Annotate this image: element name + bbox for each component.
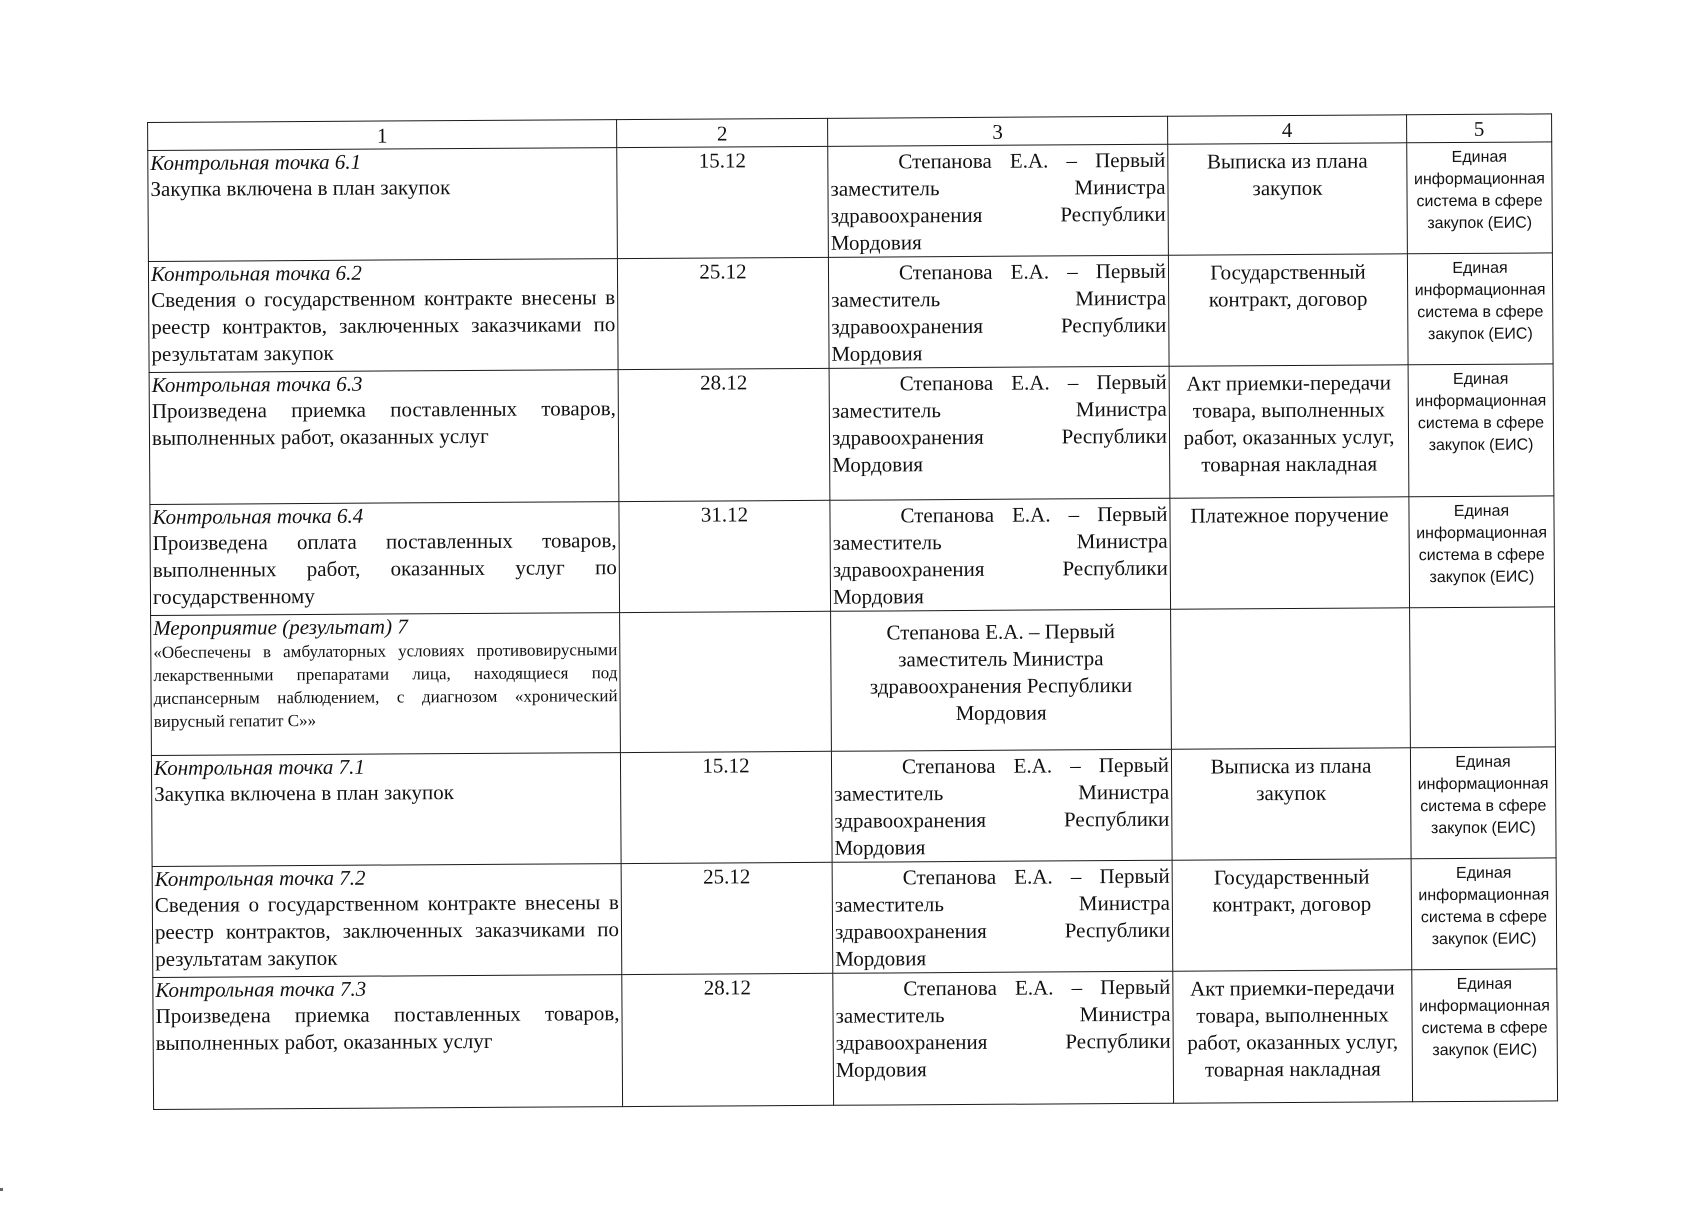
information-system: Единая информационная система в сфере закупок (ЕИС) [1414,259,1546,344]
document-cell [1171,608,1411,749]
confirming-document [1173,608,1407,613]
table-row [150,496,1555,616]
responsible-person: Степанова Е.А. – Первый заместитель Министра здравоохранения Республики Мордовия [869,619,1133,726]
table-row [151,607,1556,756]
due-date [622,612,828,613]
table-row [149,364,1554,505]
date-cell [620,751,832,863]
due-date: 25.12 [699,259,747,284]
due-date: 28.12 [699,370,748,395]
responsible-person: Степанова Е.А. – Первый заместитель Министра здравоохранения Республики Мордовия [830,147,1166,255]
item-cell [152,864,622,978]
responsible-cell [830,498,1171,611]
confirming-document: Государственный контракт, договор [1208,259,1368,312]
item-title: Контрольная точка 6.2 [150,260,362,286]
date-cell [621,862,833,974]
item-cell [151,613,621,756]
responsible-person: Степанова Е.А. – Первый заместитель Министра здравоохранения Республики Мордовия [831,369,1168,477]
information-system: Единая информационная система в сфере закупок (ЕИС) [1415,370,1547,455]
header-col-2: 2 [617,118,828,147]
responsible-cell [831,749,1172,862]
item-description: «Обеспечены в амбулаторных условиях противовирусными лекарственными препаратами лица, находящиеся под диспансерным наблюдением, с диагнозом «хронический вирусный гепатит С»» [153,640,618,731]
date-cell [620,611,832,752]
system-cell [1407,142,1553,254]
item-title: Контрольная точка 7.3 [155,976,367,1002]
system-cell [1410,607,1556,748]
item-cell [148,259,618,373]
confirming-document: Выписка из плана закупок [1206,148,1368,201]
item-title: Контрольная точка 7.1 [153,754,365,780]
item-description: Произведена оплата поставленных товаров, выполненных работ, оказанных услуг по государственному [152,528,617,609]
document-cell [1171,748,1411,860]
item-description: Сведения о государственном контракте внесены в реестр контрактов, заключенных заказчиками по результатам закупок [151,285,616,366]
table-row [152,858,1557,978]
scan-artifact [0,1188,3,1191]
document-cell [1168,143,1408,255]
system-cell [1408,364,1554,497]
header-col-1: 1 [148,120,617,151]
due-date: 31.12 [700,502,749,527]
confirming-document: Платежное поручение [1190,502,1389,528]
control-points-table [147,113,1558,1110]
responsible-cell [832,860,1173,973]
document-cell [1173,970,1413,1103]
item-cell [153,975,623,1110]
item-description: Закупка включена в план закупок [150,175,451,201]
confirming-document: Государственный контракт, договор [1212,864,1372,917]
responsible-cell [828,144,1169,257]
due-date: 15.12 [702,753,750,778]
item-title: Контрольная точка 6.1 [150,149,362,175]
system-cell [1411,858,1557,970]
table-row [151,747,1556,867]
responsible-person: Степанова Е.А. – Первый заместитель Министра здравоохранения Республики Мордовия [834,752,1170,860]
information-system: Единая информационная система в сфере закупок (ЕИС) [1417,753,1549,838]
information-system: Единая информационная система в сфере закупок (ЕИС) [1413,148,1545,233]
header-col-5: 5 [1407,114,1552,143]
responsible-person: Степанова Е.А. – Первый заместитель Министра здравоохранения Республики Мордовия [832,501,1168,609]
responsible-person: Степанова Е.А. – Первый заместитель Министра здравоохранения Республики Мордовия [834,863,1171,971]
confirming-document: Акт приемки-передачи товара, выполненных работ, оказанных услуг, товарная накладная [1187,975,1399,1082]
responsible-cell [829,366,1170,500]
date-cell [618,368,830,501]
item-cell [149,370,619,505]
item-title: Контрольная точка 6.4 [152,503,364,529]
responsible-cell [833,971,1174,1105]
table-row [148,253,1553,373]
item-cell [148,148,618,262]
header-col-3: 3 [828,116,1168,146]
item-cell [150,502,620,616]
responsible-cell [828,255,1169,368]
item-title: Мероприятие (результат) 7 [153,614,408,640]
table-row [153,969,1558,1110]
item-description: Произведена приемка поставленных товаров, выполненных работ, оказанных услуг [155,1001,620,1055]
system-cell [1407,253,1553,365]
date-cell [619,500,831,612]
item-description: Закупка включена в план закупок [154,780,455,806]
confirming-document: Выписка из плана закупок [1210,753,1372,806]
information-system [1412,607,1552,612]
document-cell [1172,859,1412,971]
information-system: Единая информационная система в сфере закупок (ЕИС) [1418,864,1550,949]
information-system: Единая информационная система в сфере закупок (ЕИС) [1419,975,1550,1060]
system-cell [1410,747,1556,859]
information-system: Единая информационная система в сфере закупок (ЕИС) [1416,502,1548,587]
date-cell [617,257,829,369]
date-cell [617,146,829,258]
responsible-person: Степанова Е.А. – Первый заместитель Министра здравоохранения Республики Мордовия [835,974,1171,1082]
confirming-document: Акт приемки-передачи товара, выполненных работ, оказанных услуг, товарная накладная [1183,370,1395,477]
responsible-person: Степанова Е.А. – Первый заместитель Министра здравоохранения Республики Мордовия [831,258,1167,366]
date-cell [622,973,834,1106]
due-date: 15.12 [698,148,747,173]
system-cell [1412,969,1558,1102]
table-row [148,142,1553,262]
item-title: Контрольная точка 7.2 [154,865,366,891]
item-title: Контрольная точка 6.3 [151,371,363,397]
item-description: Сведения о государственном контракте внесены в реестр контрактов, заключенных заказчиками по результатам закупок [154,890,620,971]
document-cell [1169,365,1409,498]
document-cell [1170,497,1410,609]
item-description: Произведена приемка поставленных товаров, выполненных работ, оказанных услуг [151,396,616,450]
document-cell [1168,254,1408,366]
due-date: 25.12 [702,864,751,889]
item-cell [151,753,621,867]
system-cell [1409,496,1555,608]
header-col-4: 4 [1168,115,1407,144]
due-date: 28.12 [703,975,752,1000]
responsible-cell [831,609,1172,751]
